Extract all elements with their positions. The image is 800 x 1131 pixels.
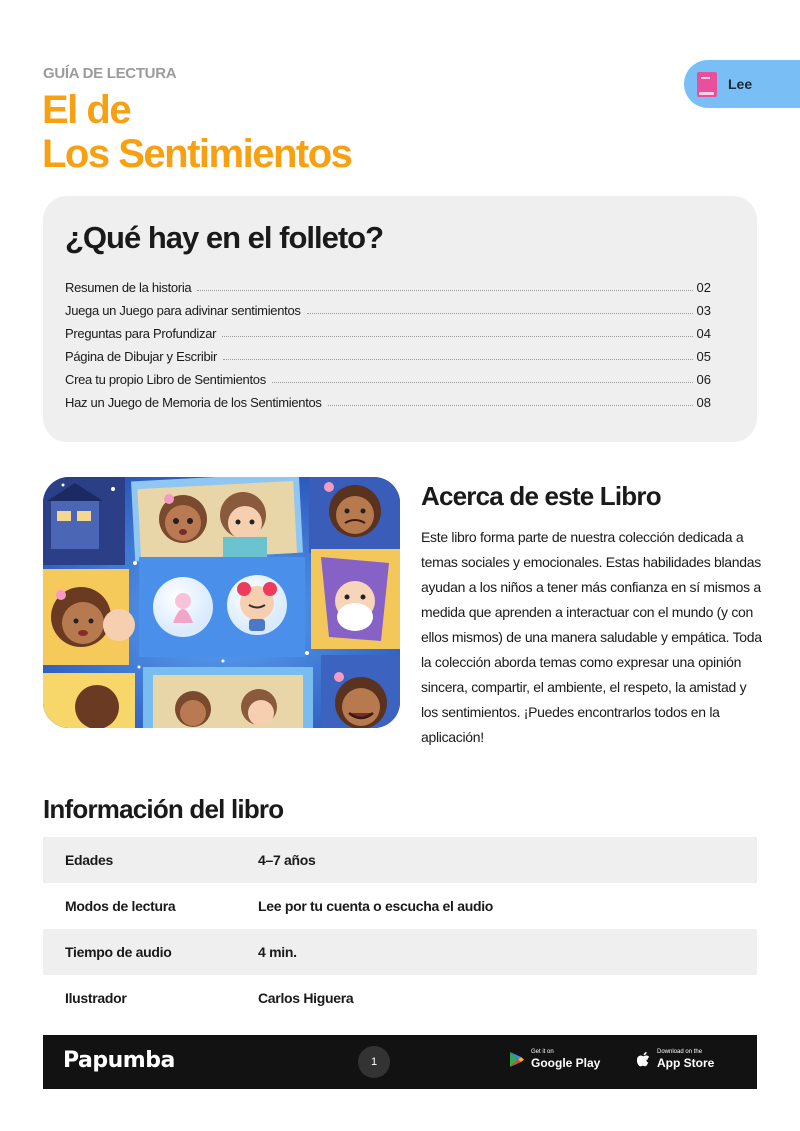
dot-leader <box>307 313 693 314</box>
toc-item-page: 02 <box>696 280 711 295</box>
info-row <box>43 975 757 1021</box>
toc-item-label: Juega un Juego para adivinar sentimientos <box>65 303 301 318</box>
info-row <box>43 929 757 975</box>
info-row <box>43 837 757 883</box>
info-row <box>43 883 757 929</box>
toc-item-label: Preguntas para Profundizar <box>65 326 217 341</box>
toc-item[interactable] <box>65 318 711 341</box>
book-icon <box>697 72 717 97</box>
about-body: Este libro forma parte de nuestra colección dedicada a temas sociales y emocionales. Estas habilidades blandas ayudan a los niños a tener más confianza en sí mismos a medida que aprenden a interactuar con el mundo (y con ellos mismos) de una manera saludable y empática. Toda la colección aborda temas como expresar una opinión sincera, compartir, el ambiente, el respeto, la amistad y los sentimientos. ¡Puedes encontrarlos todos en la aplicación! <box>421 529 762 745</box>
toc-item[interactable] <box>65 341 711 364</box>
info-value: 4–7 años <box>258 852 316 868</box>
dot-leader <box>222 336 692 337</box>
toc-item-label: Página de Dibujar y Escribir <box>65 349 218 364</box>
dot-leader <box>272 382 693 383</box>
read-badge <box>684 60 800 108</box>
page-title <box>42 88 351 176</box>
footer-bar <box>43 1035 757 1089</box>
toc-list <box>65 272 711 410</box>
dot-leader <box>197 290 692 291</box>
toc-item[interactable] <box>65 364 711 387</box>
app-store-text: App Store <box>657 1056 715 1070</box>
info-value: Carlos Higuera <box>258 990 354 1006</box>
info-value: Lee por tu cuenta o escucha el audio <box>258 898 494 914</box>
book-illustration <box>43 477 400 728</box>
toc-item-label: Crea tu propio Libro de Sentimientos <box>65 372 266 387</box>
google-play-button[interactable] <box>509 1049 600 1070</box>
info-key: Ilustrador <box>65 990 127 1006</box>
apple-icon <box>637 1051 651 1068</box>
toc-item-label: Haz un Juego de Memoria de los Sentimientos <box>65 395 322 410</box>
info-key: Edades <box>65 852 113 868</box>
toc-item[interactable] <box>65 272 711 295</box>
info-key: Modos de lectura <box>65 898 176 914</box>
page-number: 1 <box>358 1046 390 1078</box>
title-line-1: El de <box>42 88 131 132</box>
google-play-small-text: Get it on <box>531 1049 554 1055</box>
toc-item-page: 08 <box>696 395 711 410</box>
dot-leader <box>223 359 693 360</box>
google-play-icon <box>509 1051 525 1068</box>
toc-item-label: Resumen de la historia <box>65 280 192 295</box>
app-store-button[interactable] <box>637 1049 714 1070</box>
table-of-contents <box>43 196 757 442</box>
eyebrow-label: GUÍA DE LECTURA <box>43 65 177 82</box>
toc-item-page: 03 <box>696 303 711 318</box>
illustration-collage <box>43 477 400 728</box>
toc-item[interactable] <box>65 295 711 318</box>
toc-heading: ¿Qué hay en el folleto? <box>65 220 384 255</box>
app-store-small-text: Download on the <box>657 1049 703 1055</box>
toc-item-page: 05 <box>696 349 711 364</box>
toc-item[interactable] <box>65 387 711 410</box>
google-play-text: Google Play <box>531 1056 601 1070</box>
info-heading: Información del libro <box>43 794 284 824</box>
papumba-logo[interactable]: Papumba <box>63 1048 175 1073</box>
about-heading: Acerca de este Libro <box>421 481 661 511</box>
title-line-2: Los Sentimientos <box>42 132 352 176</box>
info-key: Tiempo de audio <box>65 944 172 960</box>
info-table <box>43 837 757 1021</box>
info-value: 4 min. <box>258 944 297 960</box>
read-badge-label: Lee <box>728 76 753 92</box>
toc-item-page: 04 <box>696 326 711 341</box>
dot-leader <box>328 405 693 406</box>
toc-item-page: 06 <box>696 372 711 387</box>
